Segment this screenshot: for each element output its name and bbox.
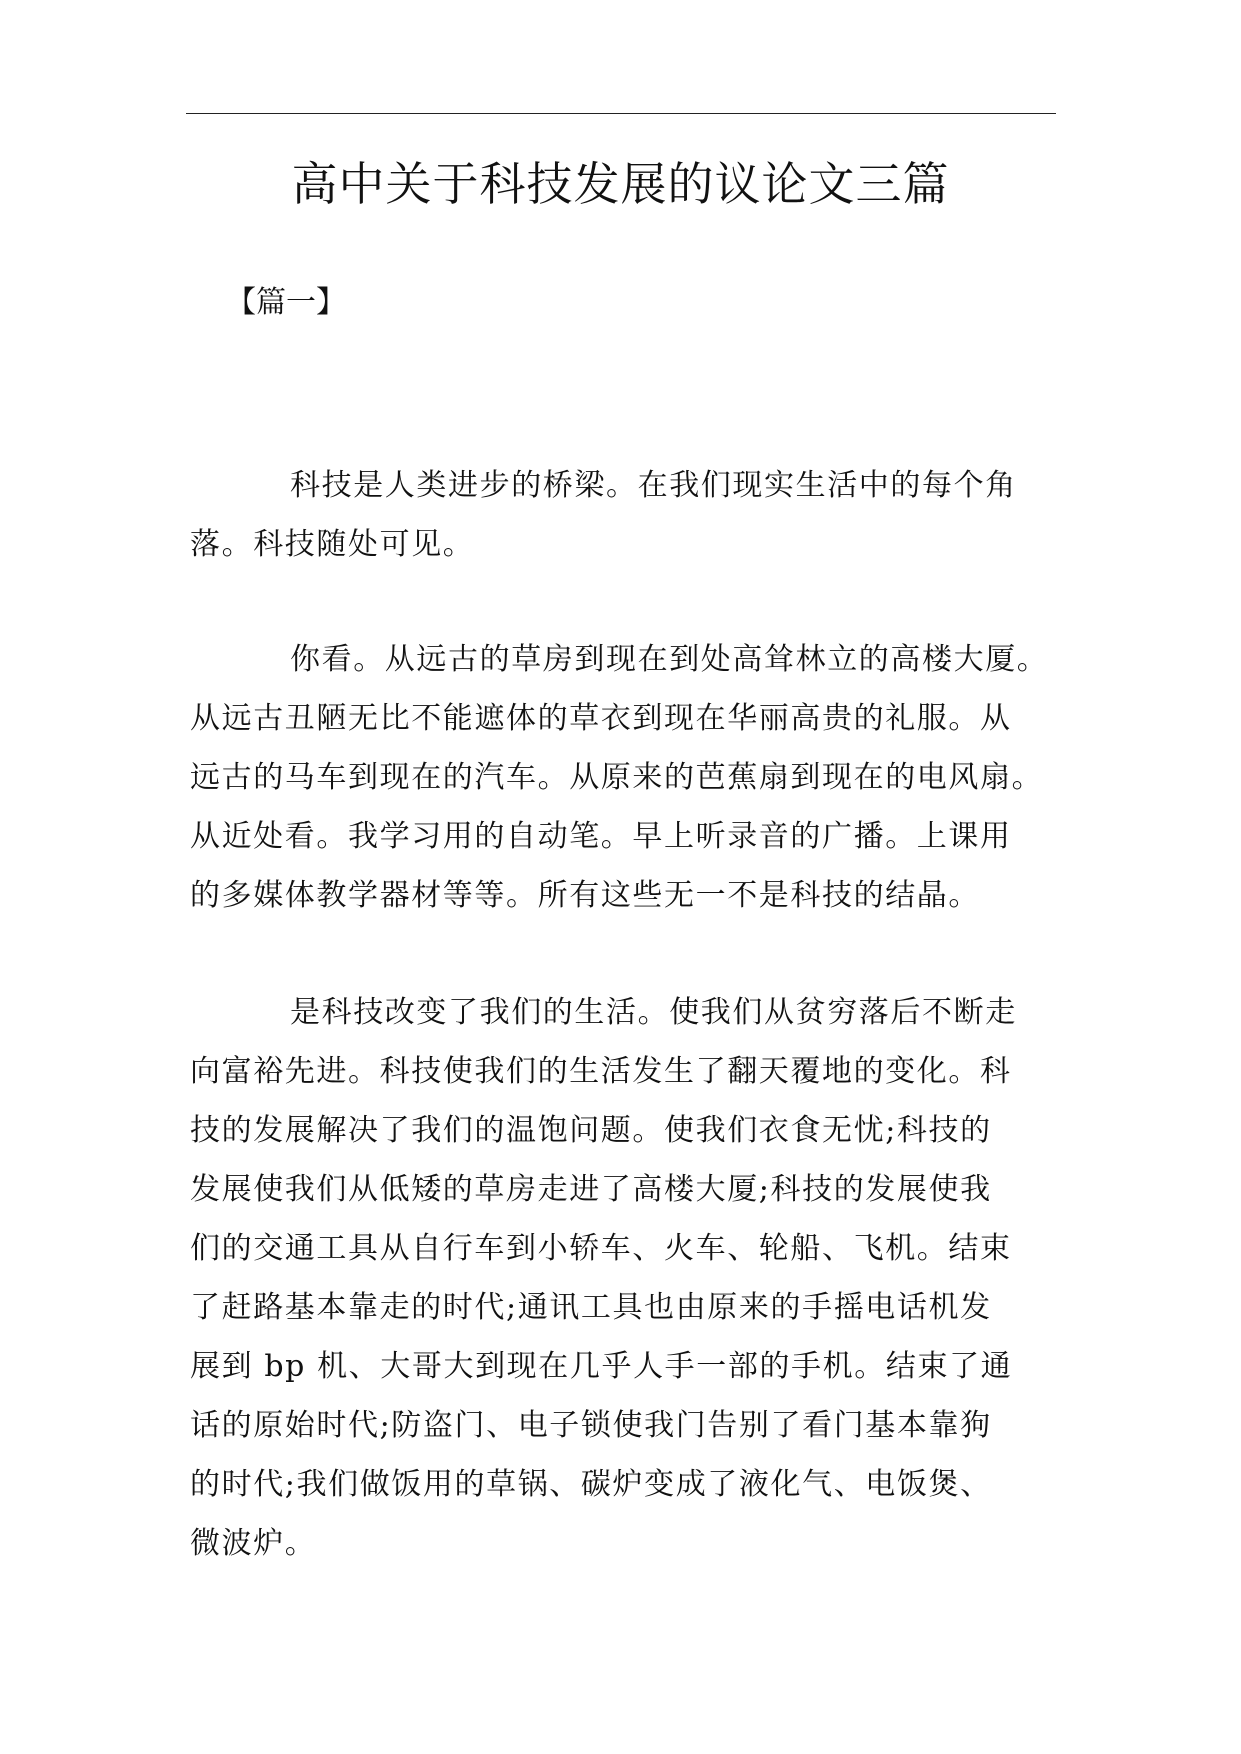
paragraph-line: 你看。从远古的草房到现在到处高耸林立的高楼大厦。 bbox=[290, 642, 1049, 677]
paragraph-line: 们的交通工具从自行车到小轿车、火车、轮船、飞机。结束 bbox=[190, 1231, 1012, 1266]
paragraph-line: 科技是人类进步的桥梁。在我们现实生活中的每个角 bbox=[290, 468, 1017, 503]
paragraph-3 bbox=[190, 983, 1070, 1573]
paragraph-line: 发展使我们从低矮的草房走进了高楼大厦;科技的发展使我 bbox=[190, 1172, 992, 1207]
paragraph-line: 的多媒体教学器材等等。所有这些无一不是科技的结晶。 bbox=[190, 878, 980, 913]
paragraph-line: 落。科技随处可见。 bbox=[190, 527, 475, 562]
paragraph-line: 技的发展解决了我们的温饱问题。使我们衣食无忧;科技的 bbox=[190, 1113, 992, 1148]
section-label: 【篇一】 bbox=[226, 285, 346, 320]
paragraph-line: 从远古丑陋无比不能遮体的草衣到现在华丽高贵的礼服。从 bbox=[190, 701, 1012, 736]
paragraph-line: 远古的马车到现在的汽车。从原来的芭蕉扇到现在的电风扇。 bbox=[190, 760, 1044, 795]
header-rule bbox=[186, 113, 1056, 114]
paragraph-line: 展到 bp 机、大哥大到现在几乎人手一部的手机。结束了通 bbox=[190, 1349, 1013, 1384]
document-title: 高中关于科技发展的议论文三篇 bbox=[291, 157, 950, 211]
paragraph-line: 了赶路基本靠走的时代;通讯工具也由原来的手摇电话机发 bbox=[190, 1290, 992, 1325]
paragraph-line: 的时代;我们做饭用的草锅、碳炉变成了液化气、电饭煲、 bbox=[190, 1467, 992, 1502]
paragraph-line: 向富裕先进。科技使我们的生活发生了翻天覆地的变化。科 bbox=[190, 1054, 1012, 1089]
paragraph-line: 微波炉。 bbox=[190, 1526, 317, 1561]
paragraph-line: 从近处看。我学习用的自动笔。早上听录音的广播。上课用 bbox=[190, 819, 1012, 854]
paragraph-2 bbox=[190, 630, 1070, 925]
paragraph-1 bbox=[190, 456, 1070, 574]
paragraph-line: 是科技改变了我们的生活。使我们从贫穷落后不断走 bbox=[290, 995, 1017, 1030]
paragraph-line: 话的原始时代;防盗门、电子锁使我门告别了看门基本靠狗 bbox=[190, 1408, 992, 1443]
